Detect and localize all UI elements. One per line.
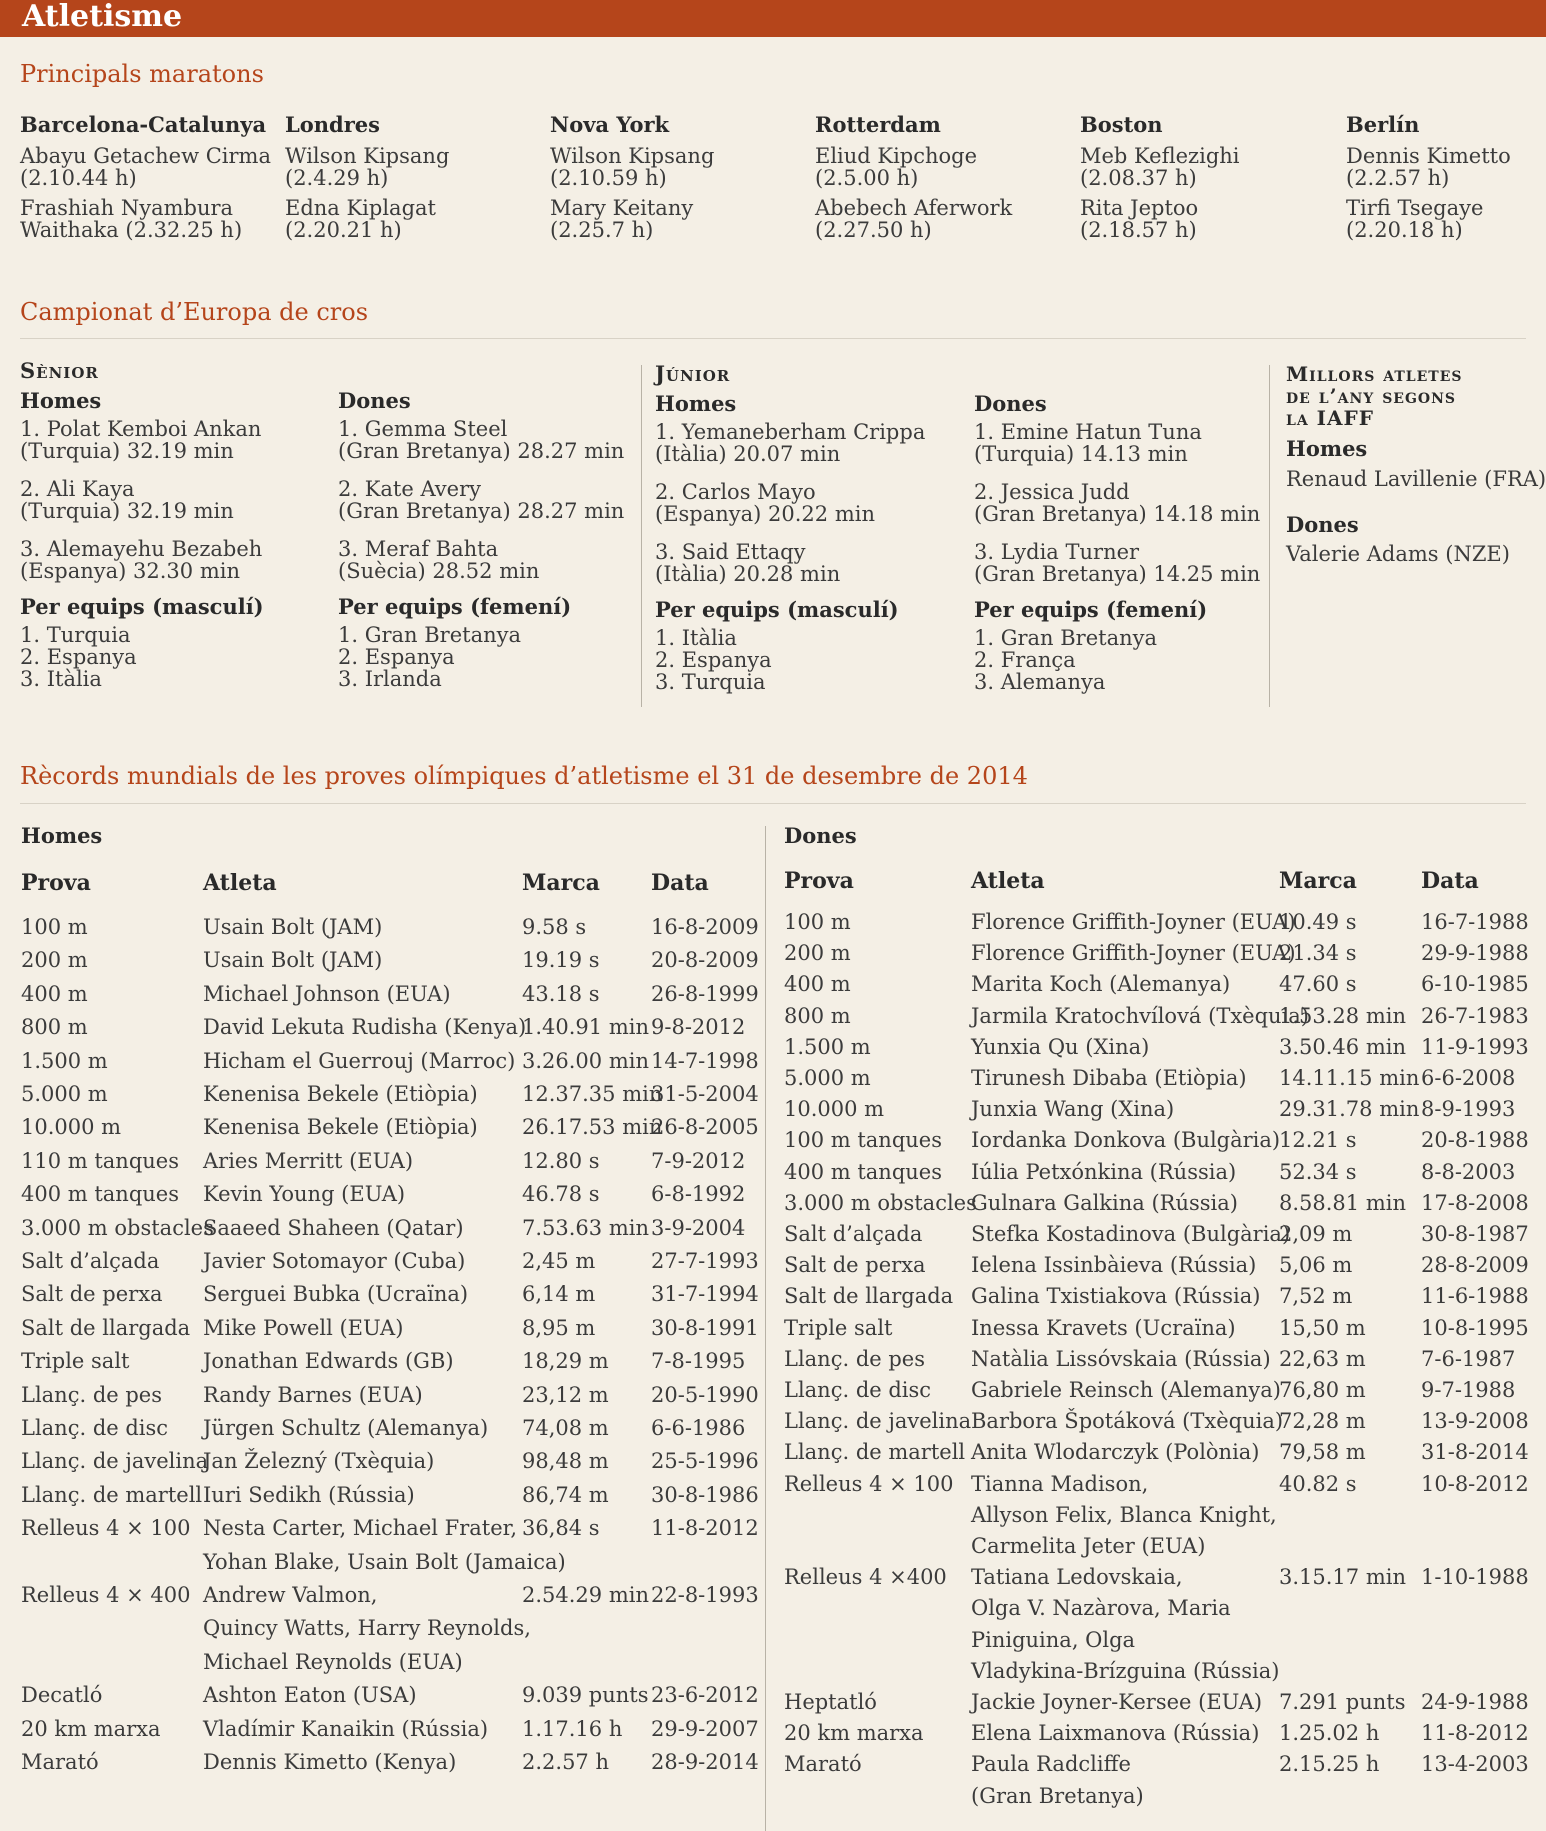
team-result: 3. Itàlia bbox=[20, 667, 102, 691]
women-label: Dones bbox=[974, 391, 1047, 416]
record-athlete: (Gran Bretanya) bbox=[971, 1783, 1144, 1808]
record-date: 23-6-2012 bbox=[651, 1683, 759, 1708]
record-athlete: Tirunesh Dibaba (Etiòpia) bbox=[971, 1066, 1247, 1090]
record-date: 30-8-1987 bbox=[1421, 1222, 1529, 1246]
record-date: 24-9-1988 bbox=[1421, 1690, 1529, 1714]
record-date: 8-9-1993 bbox=[1421, 1097, 1516, 1122]
record-date: 13-4-2003 bbox=[1421, 1752, 1529, 1777]
record-event: 100 m bbox=[784, 910, 851, 934]
record-date: 14-7-1998 bbox=[651, 1048, 759, 1073]
marathon-result: (2.18.57 h) bbox=[1080, 218, 1197, 242]
record-mark: 12.80 s bbox=[522, 1148, 600, 1173]
team-men-label: Per equips (masculí) bbox=[20, 594, 264, 619]
record-athlete: Ashton Eaton (USA) bbox=[203, 1683, 417, 1708]
record-mark: 23,12 m bbox=[522, 1382, 609, 1407]
record-mark: 14.11.15 min bbox=[1279, 1066, 1420, 1090]
record-date: 29-9-2007 bbox=[651, 1716, 759, 1741]
record-event: 1.500 m bbox=[21, 1048, 108, 1073]
divider bbox=[20, 338, 1526, 339]
record-mark: 1.53.28 min bbox=[1279, 1003, 1406, 1028]
record-athlete: Elena Laixmanova (Rússia) bbox=[971, 1721, 1260, 1746]
result-line: 1. Yemaneberham Crippa bbox=[655, 420, 926, 444]
record-athlete: Ielena Issinbàieva (Rússia) bbox=[971, 1253, 1257, 1278]
record-date: 7-8-1995 bbox=[651, 1349, 746, 1374]
team-result: 2. Espanya bbox=[20, 645, 137, 669]
result-line: (Turquia) 14.13 min bbox=[974, 442, 1188, 466]
record-mark: 2,09 m bbox=[1279, 1222, 1353, 1246]
column-divider bbox=[1269, 365, 1270, 707]
record-date: 6-8-1992 bbox=[651, 1182, 746, 1207]
marathon-result: (2.08.37 h) bbox=[1080, 166, 1197, 190]
record-mark: 40.82 s bbox=[1279, 1471, 1357, 1496]
record-event: Salt d’alçada bbox=[21, 1249, 160, 1273]
record-date: 27-7-1993 bbox=[651, 1249, 759, 1273]
record-mark: 9.58 s bbox=[522, 915, 587, 939]
result-line: 1. Gemma Steel bbox=[338, 417, 508, 441]
record-mark: 7.53.63 min bbox=[522, 1215, 649, 1240]
team-men-label: Per equips (masculí) bbox=[655, 597, 899, 622]
record-event: 20 km marxa bbox=[21, 1716, 161, 1741]
record-mark: 47.60 s bbox=[1279, 972, 1357, 997]
marathon-result: (2.20.18 h) bbox=[1346, 218, 1463, 242]
record-athlete: Olga V. Nazàrova, Maria bbox=[971, 1596, 1231, 1621]
result-line: (Espanya) 20.22 min bbox=[655, 502, 875, 526]
result-line: 2. Carlos Mayo bbox=[655, 480, 816, 504]
result-line: (Itàlia) 20.07 min bbox=[655, 442, 841, 466]
marathon-result: (2.20.21 h) bbox=[285, 218, 402, 242]
record-athlete: Vladímir Kanaikin (Rússia) bbox=[203, 1716, 489, 1741]
record-event: Relleus 4 × 100 bbox=[21, 1516, 191, 1541]
result-line: 3. Alemayehu Bezabeh bbox=[20, 537, 263, 561]
record-date: 11-6-1988 bbox=[1421, 1284, 1529, 1309]
record-event: 100 m tanques bbox=[784, 1128, 943, 1153]
record-athlete: Javier Sotomayor (Cuba) bbox=[203, 1249, 466, 1273]
record-athlete: Michael Johnson (EUA) bbox=[203, 981, 451, 1006]
record-date: 22-8-1993 bbox=[651, 1583, 759, 1607]
record-athlete: Allyson Felix, Blanca Knight, bbox=[971, 1502, 1277, 1527]
record-date: 11-9-1993 bbox=[1421, 1034, 1529, 1059]
marathon-result: (2.27.50 h) bbox=[815, 218, 932, 242]
record-event: 1.500 m bbox=[784, 1034, 871, 1059]
record-event: 400 m tanques bbox=[21, 1182, 180, 1207]
record-date: 31-7-1994 bbox=[651, 1282, 759, 1307]
record-date: 9-7-1988 bbox=[1421, 1378, 1516, 1402]
result-line: (Gran Bretanya) 14.18 min bbox=[974, 502, 1261, 526]
record-date: 28-8-2009 bbox=[1421, 1253, 1529, 1278]
result-line: (Itàlia) 20.28 min bbox=[655, 562, 841, 586]
record-date: 31-8-2014 bbox=[1421, 1440, 1529, 1465]
record-date: 7-6-1987 bbox=[1421, 1346, 1516, 1371]
marathon-result: Mary Keitany bbox=[550, 196, 694, 220]
record-mark: 29.31.78 min bbox=[1279, 1097, 1420, 1122]
record-event: Triple salt bbox=[784, 1315, 893, 1340]
record-event: Llanç. de pes bbox=[21, 1382, 163, 1407]
marathon-city: Londres bbox=[285, 112, 380, 137]
record-mark: 1.25.02 h bbox=[1279, 1721, 1380, 1746]
result-line: (Gran Bretanya) 28.27 min bbox=[338, 499, 625, 523]
record-mark: 22,63 m bbox=[1279, 1346, 1366, 1371]
record-mark: 43.18 s bbox=[522, 981, 600, 1006]
marathon-city: Boston bbox=[1080, 112, 1163, 137]
record-mark: 5,06 m bbox=[1279, 1253, 1353, 1278]
record-athlete: Iuri Sedikh (Rússia) bbox=[203, 1482, 415, 1507]
record-mark: 2.54.29 min bbox=[522, 1583, 649, 1607]
record-event: Relleus 4 × 100 bbox=[784, 1471, 954, 1496]
column-header-atleta: Atleta bbox=[203, 870, 277, 896]
team-result: 3. Alemanya bbox=[974, 670, 1106, 694]
record-athlete: Gabriele Reinsch (Alemanya) bbox=[971, 1378, 1281, 1402]
record-athlete: Kevin Young (EUA) bbox=[203, 1182, 406, 1207]
record-mark: 79,58 m bbox=[1279, 1440, 1366, 1465]
marathon-city: Nova York bbox=[550, 112, 670, 137]
marathon-result: Wilson Kipsang bbox=[285, 144, 450, 168]
record-athlete: Saaeed Shaheen (Qatar) bbox=[203, 1215, 464, 1240]
record-event: Decatló bbox=[21, 1683, 103, 1708]
record-date: 25-5-1996 bbox=[651, 1449, 759, 1474]
result-line: (Suècia) 28.52 min bbox=[338, 559, 540, 583]
marathon-result: Rita Jeptoo bbox=[1080, 196, 1199, 220]
marathon-city: Berlín bbox=[1346, 112, 1420, 137]
best-women-label: Dones bbox=[1286, 512, 1359, 537]
marathon-result: (2.4.29 h) bbox=[285, 166, 389, 190]
record-date: 26-7-1983 bbox=[1421, 1003, 1529, 1028]
result-line: 1. Emine Hatun Tuna bbox=[974, 420, 1202, 444]
record-event: 400 m tanques bbox=[784, 1159, 943, 1184]
record-event: Llanç. de disc bbox=[784, 1378, 932, 1402]
record-event: Llanç. de javelina bbox=[784, 1409, 972, 1434]
divider bbox=[20, 803, 1526, 804]
record-event: Llanç. de martell bbox=[21, 1482, 203, 1507]
marathon-result: (2.10.59 h) bbox=[550, 166, 667, 190]
result-line: 2. Kate Avery bbox=[338, 477, 481, 501]
result-line: 3. Meraf Bahta bbox=[338, 537, 499, 561]
record-athlete: Jonathan Edwards (GB) bbox=[203, 1349, 454, 1374]
result-line: (Gran Bretanya) 28.27 min bbox=[338, 439, 625, 463]
record-mark: 1.17.16 h bbox=[522, 1716, 623, 1741]
record-athlete: Florence Griffith-Joyner (EUA) bbox=[971, 910, 1296, 934]
men-label: Homes bbox=[655, 391, 737, 416]
record-mark: 9.039 punts bbox=[522, 1683, 649, 1708]
record-athlete: Vladykina-Brízguina (Rússia) bbox=[971, 1658, 1280, 1683]
column-header-prova: Prova bbox=[21, 870, 91, 896]
record-event: Llanç. de javelina bbox=[21, 1449, 209, 1474]
record-date: 6-6-2008 bbox=[1421, 1066, 1516, 1090]
record-athlete: Usain Bolt (JAM) bbox=[203, 915, 383, 939]
record-athlete: Jürgen Schultz (Alemanya) bbox=[203, 1416, 489, 1440]
record-mark: 19.19 s bbox=[522, 948, 600, 973]
marathon-result: Wilson Kipsang bbox=[550, 144, 715, 168]
team-result: 3. Irlanda bbox=[338, 667, 442, 691]
marathon-city: Rotterdam bbox=[815, 112, 941, 137]
marathon-result: Eliud Kipchoge bbox=[815, 144, 978, 168]
record-mark: 1.40.91 min bbox=[522, 1015, 649, 1040]
record-date: 31-5-2004 bbox=[651, 1082, 759, 1106]
team-result: 3. Turquia bbox=[655, 670, 766, 694]
record-date: 6-10-1985 bbox=[1421, 972, 1529, 997]
table-group-label: Homes bbox=[21, 823, 103, 848]
record-athlete: Tianna Madison, bbox=[971, 1471, 1149, 1496]
column-header-marca: Marca bbox=[1279, 868, 1357, 894]
record-event: 800 m bbox=[21, 1015, 88, 1040]
result-line: (Espanya) 32.30 min bbox=[20, 559, 240, 583]
record-mark: 26.17.53 min bbox=[522, 1115, 663, 1140]
record-date: 8-8-2003 bbox=[1421, 1159, 1516, 1184]
record-athlete: Quincy Watts, Harry Reynolds, bbox=[203, 1616, 531, 1641]
record-athlete: Hicham el Guerrouj (Marroc) bbox=[203, 1048, 516, 1073]
record-event: 400 m bbox=[784, 972, 851, 997]
team-result: 2. Espanya bbox=[655, 648, 772, 672]
record-date: 30-8-1986 bbox=[651, 1482, 759, 1507]
record-mark: 86,74 m bbox=[522, 1482, 609, 1507]
record-athlete: Barbora Špotáková (Txèquia) bbox=[971, 1409, 1284, 1434]
marathon-result: Edna Kiplagat bbox=[285, 196, 436, 220]
record-event: 10.000 m bbox=[784, 1097, 885, 1122]
team-result: 2. França bbox=[974, 648, 1076, 672]
record-athlete: Yunxia Qu (Xina) bbox=[971, 1034, 1150, 1059]
record-mark: 21.34 s bbox=[1279, 941, 1357, 966]
marathon-result: Tirfi Tsegaye bbox=[1346, 196, 1484, 220]
record-athlete: Natàlia Lissóvskaia (Rússia) bbox=[971, 1346, 1271, 1371]
record-date: 16-8-2009 bbox=[651, 915, 759, 939]
record-date: 11-8-2012 bbox=[1421, 1721, 1529, 1746]
marathon-result: Abebech Aferwork bbox=[815, 196, 1013, 220]
record-event: 200 m bbox=[784, 941, 851, 966]
record-event: Llanç. de pes bbox=[784, 1346, 926, 1371]
team-result: 1. Gran Bretanya bbox=[338, 623, 522, 647]
record-athlete: Florence Griffith-Joyner (EUA) bbox=[971, 941, 1296, 966]
record-date: 11-8-2012 bbox=[651, 1516, 759, 1541]
result-line: (Gran Bretanya) 14.25 min bbox=[974, 562, 1261, 586]
team-women-label: Per equips (femení) bbox=[338, 594, 572, 619]
record-athlete: Mike Powell (EUA) bbox=[203, 1315, 404, 1340]
record-athlete: Andrew Valmon, bbox=[203, 1583, 378, 1607]
best-men-label: Homes bbox=[1286, 436, 1368, 461]
page-title: Atletisme bbox=[22, 0, 183, 34]
best-women: Valerie Adams (NZE) bbox=[1286, 542, 1510, 566]
result-line: 3. Said Ettaqy bbox=[655, 540, 806, 564]
record-mark: 3.26.00 min bbox=[522, 1048, 649, 1073]
women-label: Dones bbox=[338, 388, 411, 413]
record-date: 30-8-1991 bbox=[651, 1315, 759, 1340]
record-event: Llanç. de disc bbox=[21, 1416, 169, 1440]
team-result: 2. Espanya bbox=[338, 645, 455, 669]
best-athletes-title: la IAFF bbox=[1286, 406, 1374, 430]
record-athlete: Iúlia Petxónkina (Rússia) bbox=[971, 1159, 1237, 1184]
record-date: 10-8-1995 bbox=[1421, 1315, 1529, 1340]
record-mark: 72,28 m bbox=[1279, 1409, 1366, 1434]
marathon-result: Abayu Getachew Cirma bbox=[20, 144, 271, 168]
header-bar bbox=[0, 0, 1546, 37]
record-event: 5.000 m bbox=[784, 1066, 871, 1090]
record-mark: 52.34 s bbox=[1279, 1159, 1357, 1184]
record-date: 17-8-2008 bbox=[1421, 1190, 1529, 1215]
marathon-city: Barcelona-Catalunya bbox=[20, 112, 267, 137]
record-date: 20-5-1990 bbox=[651, 1382, 759, 1407]
records-title: Rècords mundials de les proves olímpiques d’atletisme el 31 de desembre de 2014 bbox=[20, 762, 1028, 790]
record-event: 3.000 m obstacles bbox=[21, 1215, 214, 1240]
record-event: Marató bbox=[784, 1752, 862, 1777]
marathon-result: (2.5.00 h) bbox=[815, 166, 919, 190]
column-header-atleta: Atleta bbox=[971, 868, 1045, 894]
record-event: Relleus 4 ×400 bbox=[784, 1565, 947, 1590]
cross-title: Campionat d’Europa de cros bbox=[20, 298, 369, 326]
marathon-result: (2.25.7 h) bbox=[550, 218, 654, 242]
record-athlete: Paula Radcliffe bbox=[971, 1752, 1131, 1777]
record-event: 20 km marxa bbox=[784, 1721, 924, 1746]
record-date: 1-10-1988 bbox=[1421, 1565, 1529, 1590]
marathon-result: (2.10.44 h) bbox=[20, 166, 137, 190]
record-event: Llanç. de martell bbox=[784, 1440, 966, 1465]
record-date: 10-8-2012 bbox=[1421, 1471, 1529, 1496]
column-header-marca: Marca bbox=[522, 870, 600, 896]
team-women-label: Per equips (femení) bbox=[974, 597, 1208, 622]
record-athlete: Marita Koch (Alemanya) bbox=[971, 972, 1231, 997]
record-mark: 74,08 m bbox=[522, 1416, 609, 1440]
record-athlete: Galina Txistiakova (Rússia) bbox=[971, 1284, 1261, 1309]
column-header-data: Data bbox=[651, 870, 709, 896]
record-mark: 3.15.17 min bbox=[1279, 1565, 1406, 1590]
record-mark: 8.58.81 min bbox=[1279, 1190, 1406, 1215]
record-athlete: Yohan Blake, Usain Bolt (Jamaica) bbox=[203, 1549, 566, 1574]
record-athlete: Jackie Joyner-Kersee (EUA) bbox=[971, 1690, 1263, 1714]
record-date: 7-9-2012 bbox=[651, 1148, 746, 1173]
men-label: Homes bbox=[20, 388, 102, 413]
record-event: 110 m tanques bbox=[21, 1148, 180, 1173]
record-athlete: Inessa Kravets (Ucraïna) bbox=[971, 1315, 1236, 1340]
record-event: 400 m bbox=[21, 981, 88, 1006]
record-athlete: Stefka Kostadinova (Bulgària) bbox=[971, 1222, 1291, 1246]
record-event: Salt de perxa bbox=[784, 1253, 926, 1278]
record-event: 3.000 m obstacles bbox=[784, 1190, 977, 1215]
record-event: Salt de llargada bbox=[21, 1315, 191, 1340]
result-line: (Turquia) 32.19 min bbox=[20, 499, 234, 523]
result-line: (Turquia) 32.19 min bbox=[20, 439, 234, 463]
record-athlete: Nesta Carter, Michael Frater, bbox=[203, 1516, 518, 1541]
record-athlete: Jarmila Kratochvílová (Txèquia) bbox=[971, 1003, 1309, 1028]
record-event: 100 m bbox=[21, 915, 88, 939]
record-mark: 98,48 m bbox=[522, 1449, 609, 1474]
record-event: 5.000 m bbox=[21, 1082, 108, 1106]
record-date: 26-8-2005 bbox=[651, 1115, 759, 1140]
record-event: Triple salt bbox=[21, 1349, 130, 1374]
record-mark: 36,84 s bbox=[522, 1516, 600, 1541]
record-date: 28-9-2014 bbox=[651, 1750, 759, 1774]
record-mark: 12.37.35 min bbox=[522, 1082, 663, 1106]
team-result: 1. Gran Bretanya bbox=[974, 626, 1158, 650]
record-athlete: Aries Merritt (EUA) bbox=[203, 1148, 414, 1173]
record-date: 16-7-1988 bbox=[1421, 910, 1529, 934]
marathons-title: Principals maratons bbox=[20, 60, 264, 88]
record-event: 800 m bbox=[784, 1003, 851, 1028]
record-athlete: Dennis Kimetto (Kenya) bbox=[203, 1750, 457, 1774]
record-athlete: Randy Barnes (EUA) bbox=[203, 1382, 423, 1407]
record-date: 3-9-2004 bbox=[651, 1215, 746, 1240]
record-mark: 15,50 m bbox=[1279, 1315, 1366, 1340]
record-date: 13-9-2008 bbox=[1421, 1409, 1529, 1434]
marathon-result: Frashiah Nyambura bbox=[20, 196, 234, 220]
result-line: 2. Ali Kaya bbox=[20, 477, 135, 501]
record-athlete: Gulnara Galkina (Rússia) bbox=[971, 1190, 1238, 1215]
record-mark: 2.2.57 h bbox=[522, 1750, 609, 1774]
team-result: 1. Turquia bbox=[20, 623, 131, 647]
record-athlete: Kenenisa Bekele (Etiòpia) bbox=[203, 1082, 478, 1106]
record-mark: 18,29 m bbox=[522, 1349, 609, 1374]
record-date: 20-8-2009 bbox=[651, 948, 759, 973]
record-athlete: Usain Bolt (JAM) bbox=[203, 948, 383, 973]
record-athlete: Piniguina, Olga bbox=[971, 1627, 1136, 1652]
record-athlete: Carmelita Jeter (EUA) bbox=[971, 1534, 1206, 1558]
record-mark: 7,52 m bbox=[1279, 1284, 1353, 1309]
record-athlete: Serguei Bubka (Ucraïna) bbox=[203, 1282, 469, 1307]
result-line: 3. Lydia Turner bbox=[974, 540, 1140, 564]
record-event: Salt de llargada bbox=[784, 1284, 954, 1309]
record-athlete: Kenenisa Bekele (Etiòpia) bbox=[203, 1115, 478, 1140]
record-date: 9-8-2012 bbox=[651, 1015, 746, 1040]
best-athletes-title: de l’any segons bbox=[1286, 384, 1457, 408]
record-date: 29-9-1988 bbox=[1421, 941, 1529, 966]
result-line: 1. Polat Kemboi Ankan bbox=[20, 417, 262, 441]
record-date: 6-6-1986 bbox=[651, 1416, 746, 1440]
marathon-result: Meb Keflezighi bbox=[1080, 144, 1240, 168]
record-mark: 2.15.25 h bbox=[1279, 1752, 1380, 1777]
record-athlete: Iordanka Donkova (Bulgària) bbox=[971, 1128, 1281, 1153]
record-mark: 2,45 m bbox=[522, 1249, 596, 1273]
result-line: 2. Jessica Judd bbox=[974, 480, 1130, 504]
column-divider bbox=[765, 826, 766, 1831]
record-event: 10.000 m bbox=[21, 1115, 122, 1140]
team-result: 1. Itàlia bbox=[655, 626, 737, 650]
column-header-prova: Prova bbox=[784, 868, 854, 894]
marathon-result: Waithaka (2.32.25 h) bbox=[20, 218, 243, 242]
record-athlete: Tatiana Ledovskaia, bbox=[971, 1565, 1183, 1590]
record-event: Relleus 4 × 400 bbox=[21, 1583, 191, 1607]
category-label: Sènior bbox=[20, 358, 99, 383]
record-mark: 7.291 punts bbox=[1279, 1690, 1406, 1714]
column-header-data: Data bbox=[1421, 868, 1479, 894]
record-date: 20-8-1988 bbox=[1421, 1128, 1529, 1153]
record-mark: 6,14 m bbox=[522, 1282, 596, 1307]
best-athletes-title: Millors atletes bbox=[1286, 362, 1463, 386]
record-mark: 76,80 m bbox=[1279, 1378, 1366, 1402]
record-event: 200 m bbox=[21, 948, 88, 973]
record-event: Heptatló bbox=[784, 1690, 877, 1714]
record-mark: 46.78 s bbox=[522, 1182, 600, 1207]
record-athlete: Anita Wlodarczyk (Polònia) bbox=[971, 1440, 1260, 1465]
column-divider bbox=[641, 365, 642, 707]
record-athlete: Junxia Wang (Xina) bbox=[971, 1097, 1175, 1122]
record-athlete: Michael Reynolds (EUA) bbox=[203, 1649, 463, 1674]
record-date: 26-8-1999 bbox=[651, 981, 759, 1006]
best-men: Renaud Lavillenie (FRA) bbox=[1286, 467, 1546, 491]
record-event: Marató bbox=[21, 1750, 99, 1774]
category-label: Júnior bbox=[655, 361, 731, 386]
record-athlete: Jan Železný (Txèquia) bbox=[203, 1449, 435, 1474]
marathon-result: Dennis Kimetto bbox=[1346, 144, 1511, 168]
record-mark: 10.49 s bbox=[1279, 910, 1357, 934]
marathon-result: (2.2.57 h) bbox=[1346, 166, 1450, 190]
record-event: Salt de perxa bbox=[21, 1282, 163, 1307]
table-group-label: Dones bbox=[784, 823, 857, 848]
record-mark: 12.21 s bbox=[1279, 1128, 1357, 1153]
record-event: Salt d’alçada bbox=[784, 1222, 923, 1246]
record-athlete: David Lekuta Rudisha (Kenya) bbox=[203, 1015, 527, 1040]
record-mark: 3.50.46 min bbox=[1279, 1034, 1406, 1059]
record-mark: 8,95 m bbox=[522, 1315, 596, 1340]
